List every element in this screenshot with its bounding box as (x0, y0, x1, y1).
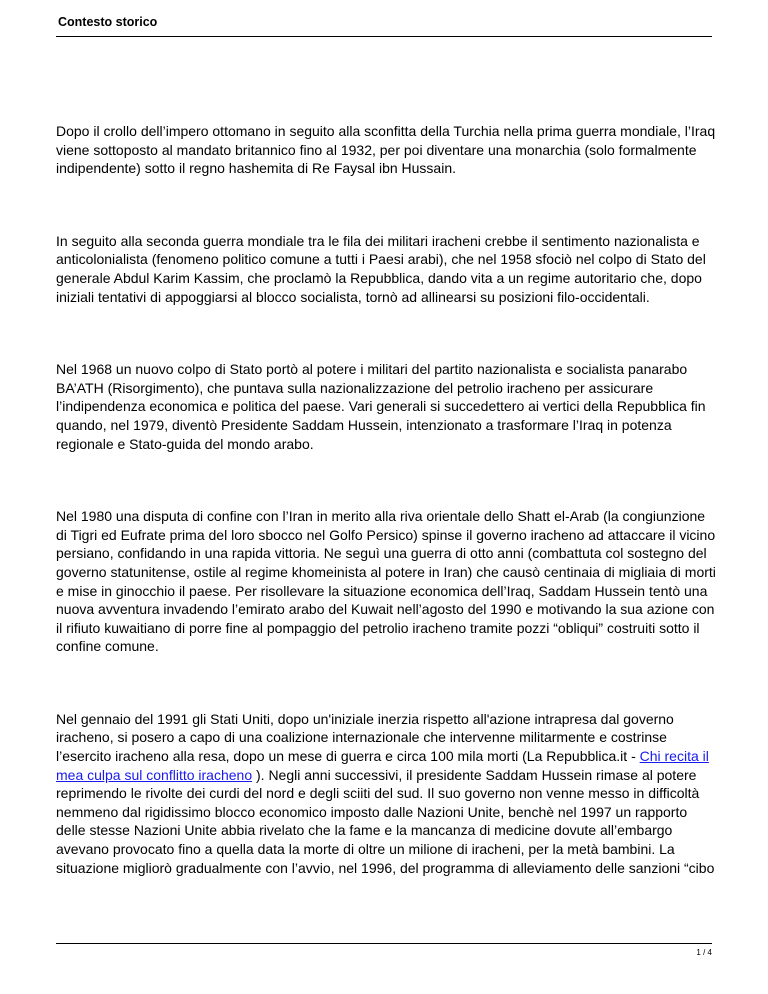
paragraph-4: Nel 1980 una disputa di confine con l’Iran in merito alla riva orientale dello Shatt el-Arab (la congiunzione di Tigri ed Eufrate prima del loro sbocco nel Golfo Persico) spinse il governo iracheno ad attaccare il vicino persiano, confidando in una rapida vittoria. Ne seguì una guerra di otto anni (combattuta col sostegno del governo statunitense, ostile al regime khomeinista al potere in Iran) che causò centinaia di migliaia di morti e mise in ginocchio il paese. Per risollevare la situazione economica dell’Iraq, Saddam Hussein tentò una nuova avventura invadendo l’emirato arabo del Kuwait nell’agosto del 1990 e motivando la sua azione con il rifiuto kuwaitiano di porre fine al pompaggio del petrolio iracheno tramite pozzi “obliqui” costruiti sotto il confine comune. (56, 508, 716, 655)
paragraph-3: Nel 1968 un nuovo colpo di Stato portò al potere i militari del partito nazionalista e socialista panarabo BA’ATH (Risorgimento), che puntava sulla nazionalizzazione del petrolio iracheno per assicurare l’indipendenza economica e politica del paese. Vari generali si succedettero ai vertici della Repubblica fin quando, nel 1979, diventò Presidente Saddam Hussein, intenzionato a trasformare l’Iraq in potenza regionale e Stato-guida del mondo arabo. (56, 361, 706, 452)
page-footer (56, 943, 712, 957)
paragraph-2: In seguito alla seconda guerra mondiale tra le fila dei militari iracheni crebbe il sentimento nazionalista e anticolonialista (fenomeno politico comune a tutti i Paesi arabi), che nel 1958 sfociò nel colpo di Stato del generale Abdul Karim Kassim, che proclamò la Repubblica, dando vita a un regime autoritario che, dopo iniziali tentativi di appoggiarsi al blocco socialista, tornò ad allinearsi su posizioni filo-occidentali. (56, 232, 706, 305)
page-header (56, 12, 712, 37)
page-title: Contesto storico (58, 15, 158, 29)
paragraph-5-text-after-link: ). Negli anni successivi, il presidente Saddam Hussein rimase al potere reprimendo le rivolte dei curdi del nord e degli sciiti del sud. Il suo governo non venne messo in difficoltà nemmeno dal rigidissimo blocco economico imposto dalle Nazioni Unite, benchè nel 1997 un rapporto delle stesse Nazioni Unite abbia rivelato che la fame e la mancanza di medicine dovute all’embargo avevano provocato fino a quella data la morte di oltre un milione di iracheni, per la metà bambini. La situazione migliorò gradualmente con l’avvio, nel 1996, del programma di alleviamento delle sanzioni “cibo (56, 766, 715, 876)
paragraph-1: Dopo il crollo dell’impero ottomano in seguito alla sconfitta della Turchia nella prima guerra mondiale, l’Iraq viene sottoposto al mandato britannico fino al 1932, per poi diventare una monarchia (solo formalmente indipendente) sotto il regno hashemita di Re Faysal ibn Hussain. (56, 123, 716, 177)
page-number: 1 / 4 (696, 948, 712, 957)
article-link[interactable]: Chi recita il mea culpa sul conflitto iracheno (56, 748, 709, 783)
paragraph-5 (56, 710, 716, 877)
paragraph-5-text-before-link: Nel gennaio del 1991 gli Stati Uniti, dopo un'iniziale inerzia rispetto all'azione intrapresa dal governo iracheno, si posero a capo di una coalizione internazionale che intervenne militarmente e costrinse l’esercito iracheno alla resa, dopo un mese di guerra e circa 100 mila morti (La Repubblica.it - (56, 710, 674, 765)
document-body (56, 122, 716, 877)
